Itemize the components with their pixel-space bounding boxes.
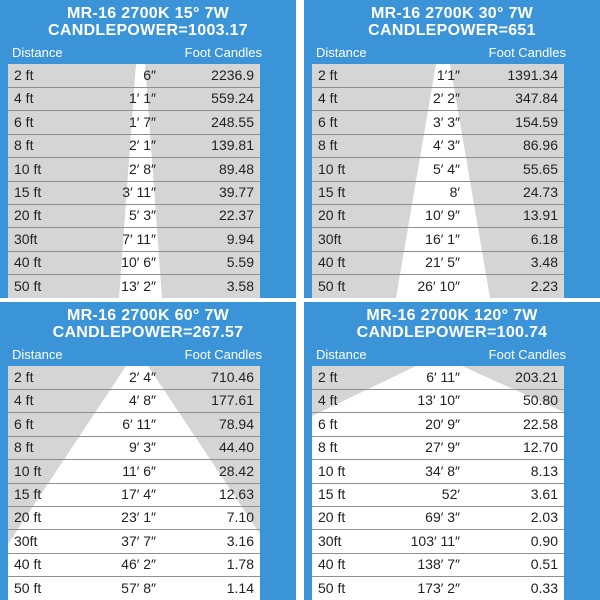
- foot-candles-cell: 154.59: [515, 113, 558, 130]
- beam-spread-cell: 46′ 2″: [121, 556, 156, 573]
- foot-candles-cell: 0.51: [530, 556, 558, 573]
- distance-cell: 15 ft: [318, 486, 346, 502]
- title-line-2: CANDLEPOWER=651: [368, 22, 536, 39]
- table-row: [8, 64, 260, 88]
- table-row: [8, 530, 260, 554]
- distance-cell: 4 ft: [318, 90, 338, 107]
- title-line-2: CANDLEPOWER=267.57: [52, 324, 244, 341]
- table-row: [8, 204, 260, 228]
- title-line-1: MR-16 2700K 120° 7W: [366, 307, 538, 324]
- photometric-table: [8, 64, 260, 298]
- distance-cell: 40 ft: [318, 556, 346, 573]
- distance-cell: 10 ft: [14, 462, 42, 479]
- beam-spread-cell: 6′ 11″: [122, 415, 156, 432]
- foot-candles-cell: 203.21: [515, 369, 558, 385]
- beam-spread-cell: 1′ 7″: [128, 113, 156, 130]
- foot-candles-cell: 5.59: [226, 254, 254, 271]
- distance-cell: 40 ft: [318, 254, 346, 271]
- table-row: [8, 577, 260, 600]
- beam-panel-60deg: [0, 302, 296, 600]
- foot-candles-cell: 2.23: [530, 277, 558, 294]
- distance-cell: 50 ft: [318, 579, 346, 596]
- beam-spread-cell: 23′ 1″: [121, 509, 156, 526]
- distance-cell: 20 ft: [14, 509, 42, 526]
- foot-candles-cell: 248.55: [211, 113, 254, 130]
- column-header-distance: Distance: [12, 347, 63, 362]
- table-row: [8, 87, 260, 111]
- distance-cell: 30ft: [14, 230, 38, 247]
- beam-spread-cell: 2′ 4″: [128, 369, 156, 385]
- foot-candles-cell: 50.80: [522, 392, 558, 409]
- table-row: [8, 181, 260, 205]
- distance-cell: 20 ft: [318, 509, 346, 526]
- beam-spread-cell: 6′ 11″: [426, 369, 460, 385]
- distance-cell: 8 ft: [14, 137, 34, 154]
- foot-candles-cell: 8.13: [530, 462, 558, 479]
- table-rows: [8, 366, 260, 600]
- panel-title: [304, 0, 600, 44]
- foot-candles-cell: 2236.9: [211, 67, 254, 83]
- table-row: [312, 64, 564, 88]
- table-row: [8, 251, 260, 275]
- photometric-table: [312, 366, 564, 600]
- column-header-distance: Distance: [12, 45, 63, 60]
- beam-spread-cell: 4′ 8″: [128, 392, 156, 409]
- table-row: [312, 87, 564, 111]
- distance-cell: 2 ft: [318, 67, 338, 83]
- foot-candles-cell: 3.16: [226, 532, 254, 549]
- beam-spread-cell: 13′ 2″: [121, 277, 156, 294]
- beam-spread-cell: 3′ 3″: [432, 113, 460, 130]
- table-row: [8, 483, 260, 507]
- distance-cell: 4 ft: [14, 90, 34, 107]
- foot-candles-cell: 347.84: [515, 90, 558, 107]
- table-row: [312, 389, 564, 413]
- table-row: [312, 460, 564, 484]
- distance-cell: 6 ft: [14, 415, 34, 432]
- distance-cell: 15 ft: [14, 184, 42, 200]
- foot-candles-cell: 78.94: [218, 415, 254, 432]
- distance-cell: 15 ft: [318, 184, 346, 200]
- column-headers: [0, 44, 296, 62]
- distance-cell: 50 ft: [14, 277, 42, 294]
- beam-spread-cell: 2′ 2″: [432, 90, 460, 107]
- column-header-foot-candles: Foot Candles: [488, 45, 566, 60]
- beam-spread-cell: 3′ 11″: [122, 184, 156, 200]
- beam-panel-30deg: [304, 0, 600, 298]
- title-line-1: MR-16 2700K 30° 7W: [370, 5, 534, 22]
- distance-cell: 10 ft: [318, 462, 346, 479]
- photometric-table: [8, 366, 260, 600]
- foot-candles-cell: 2.03: [530, 509, 558, 526]
- table-rows: [312, 366, 564, 600]
- beam-spread-cell: 34′ 8″: [425, 462, 460, 479]
- column-header-distance: Distance: [316, 347, 367, 362]
- beam-spread-cell: 2′ 1″: [128, 137, 156, 154]
- foot-candles-cell: 12.70: [522, 439, 558, 456]
- beam-spread-cell: 27′ 9″: [425, 439, 460, 456]
- table-row: [8, 436, 260, 460]
- table-row: [312, 506, 564, 530]
- panel-title: [0, 302, 296, 346]
- table-row: [312, 413, 564, 437]
- title-line-2: CANDLEPOWER=1003.17: [48, 22, 248, 39]
- beam-spread-cell: 16′ 1″: [425, 230, 460, 247]
- beam-spread-cell: 37′ 7″: [121, 532, 156, 549]
- table-row: [8, 158, 260, 182]
- foot-candles-cell: 12.63: [218, 486, 254, 502]
- table-row: [312, 134, 564, 158]
- distance-cell: 20 ft: [318, 207, 346, 224]
- table-row: [8, 413, 260, 437]
- foot-candles-cell: 1.78: [226, 556, 254, 573]
- distance-cell: 50 ft: [318, 277, 346, 294]
- table-row: [312, 251, 564, 275]
- distance-cell: 6 ft: [318, 113, 338, 130]
- beam-spread-cell: 5′ 4″: [432, 160, 460, 177]
- beam-spread-cell: 69′ 3″: [425, 509, 460, 526]
- beam-panel-120deg: [304, 302, 600, 600]
- distance-cell: 2 ft: [14, 67, 34, 83]
- table-row: [312, 483, 564, 507]
- beam-spread-cell: 4′ 3″: [432, 137, 460, 154]
- foot-candles-cell: 22.58: [522, 415, 558, 432]
- foot-candles-cell: 139.81: [211, 137, 254, 154]
- foot-candles-cell: 13.91: [522, 207, 558, 224]
- table-row: [8, 506, 260, 530]
- beam-spread-cell: 173′ 2″: [417, 579, 460, 596]
- column-headers: [0, 346, 296, 364]
- title-line-1: MR-16 2700K 60° 7W: [66, 307, 230, 324]
- foot-candles-cell: 1.14: [226, 579, 254, 596]
- beam-spread-cell: 13′ 10″: [417, 392, 460, 409]
- beam-spread-cell: 1′ 1″: [128, 90, 156, 107]
- table-row: [312, 204, 564, 228]
- title-line-2: CANDLEPOWER=100.74: [356, 324, 548, 341]
- distance-cell: 2 ft: [318, 369, 338, 385]
- table-row: [8, 111, 260, 135]
- beam-spread-cell: 20′ 9″: [425, 415, 460, 432]
- table-row: [312, 158, 564, 182]
- beam-spread-cell: 10′ 9″: [425, 207, 460, 224]
- beam-spread-cell: 8′: [449, 184, 460, 200]
- column-header-foot-candles: Foot Candles: [184, 347, 262, 362]
- table-row: [8, 228, 260, 252]
- table-row: [312, 436, 564, 460]
- table-row: [8, 460, 260, 484]
- table-row: [8, 134, 260, 158]
- foot-candles-cell: 22.37: [218, 207, 254, 224]
- beam-spread-cell: 2′ 8″: [128, 160, 156, 177]
- table-rows: [312, 64, 564, 298]
- beam-spread-cell: 138′ 7″: [417, 556, 460, 573]
- table-row: [8, 553, 260, 577]
- column-header-distance: Distance: [316, 45, 367, 60]
- foot-candles-cell: 86.96: [522, 137, 558, 154]
- distance-cell: 6 ft: [318, 415, 338, 432]
- beam-spread-cell: 5′ 3″: [128, 207, 156, 224]
- foot-candles-cell: 89.48: [218, 160, 254, 177]
- distance-cell: 50 ft: [14, 579, 42, 596]
- table-row: [312, 228, 564, 252]
- beam-spread-cell: 26′ 10″: [417, 277, 460, 294]
- foot-candles-cell: 0.90: [530, 532, 558, 549]
- beam-spread-cell: 7′ 11″: [122, 230, 156, 247]
- foot-candles-cell: 710.46: [211, 369, 254, 385]
- distance-cell: 10 ft: [318, 160, 346, 177]
- foot-candles-cell: 3.58: [226, 277, 254, 294]
- distance-cell: 30ft: [318, 230, 342, 247]
- column-headers: [304, 44, 600, 62]
- table-row: [312, 181, 564, 205]
- distance-cell: 4 ft: [14, 392, 34, 409]
- distance-cell: 10 ft: [14, 160, 42, 177]
- foot-candles-cell: 7.10: [226, 509, 254, 526]
- distance-cell: 15 ft: [14, 486, 42, 502]
- table-row: [312, 275, 564, 298]
- foot-candles-cell: 1391.34: [507, 67, 558, 83]
- panel-title: [0, 0, 296, 44]
- panel-title: [304, 302, 600, 346]
- distance-cell: 30ft: [14, 532, 38, 549]
- beam-spread-cell: 57′ 8″: [121, 579, 156, 596]
- table-row: [8, 389, 260, 413]
- beam-spread-cell: 17′ 4″: [121, 486, 156, 502]
- title-line-1: MR-16 2700K 15° 7W: [66, 5, 230, 22]
- table-row: [312, 530, 564, 554]
- distance-cell: 8 ft: [14, 439, 34, 456]
- table-row: [312, 111, 564, 135]
- beam-spread-cell: 1′1″: [436, 67, 460, 83]
- foot-candles-cell: 28.42: [218, 462, 254, 479]
- foot-candles-cell: 44.40: [218, 439, 254, 456]
- foot-candles-cell: 9.94: [226, 230, 254, 247]
- foot-candles-cell: 559.24: [211, 90, 254, 107]
- table-row: [312, 553, 564, 577]
- distance-cell: 6 ft: [14, 113, 34, 130]
- table-row: [312, 577, 564, 600]
- beam-spread-cell: 103′ 11″: [410, 532, 460, 549]
- beam-panel-15deg: [0, 0, 296, 298]
- column-header-foot-candles: Foot Candles: [488, 347, 566, 362]
- distance-cell: 40 ft: [14, 556, 42, 573]
- table-rows: [8, 64, 260, 298]
- foot-candles-cell: 6.18: [530, 230, 558, 247]
- foot-candles-cell: 39.77: [218, 184, 254, 200]
- table-row: [8, 275, 260, 298]
- distance-cell: 2 ft: [14, 369, 34, 385]
- beam-spread-cell: 6″: [143, 67, 156, 83]
- distance-cell: 20 ft: [14, 207, 42, 224]
- foot-candles-cell: 55.65: [522, 160, 558, 177]
- column-header-foot-candles: Foot Candles: [184, 45, 262, 60]
- foot-candles-cell: 3.61: [530, 486, 558, 502]
- foot-candles-cell: 177.61: [211, 392, 254, 409]
- distance-cell: 30ft: [318, 532, 342, 549]
- beam-spread-cell: 10′ 6″: [121, 254, 156, 271]
- beam-spread-cell: 9′ 3″: [128, 439, 156, 456]
- column-headers: [304, 346, 600, 364]
- distance-cell: 8 ft: [318, 439, 338, 456]
- distance-cell: 8 ft: [318, 137, 338, 154]
- foot-candles-cell: 24.73: [522, 184, 558, 200]
- foot-candles-cell: 0.33: [530, 579, 558, 596]
- photometric-table: [312, 64, 564, 298]
- beam-spread-cell: 11′ 6″: [122, 462, 156, 479]
- distance-cell: 40 ft: [14, 254, 42, 271]
- distance-cell: 4 ft: [318, 392, 338, 409]
- beam-spread-cell: 52′: [441, 486, 460, 502]
- table-row: [8, 366, 260, 390]
- beam-spread-cell: 21′ 5″: [425, 254, 460, 271]
- table-row: [312, 366, 564, 390]
- foot-candles-cell: 3.48: [530, 254, 558, 271]
